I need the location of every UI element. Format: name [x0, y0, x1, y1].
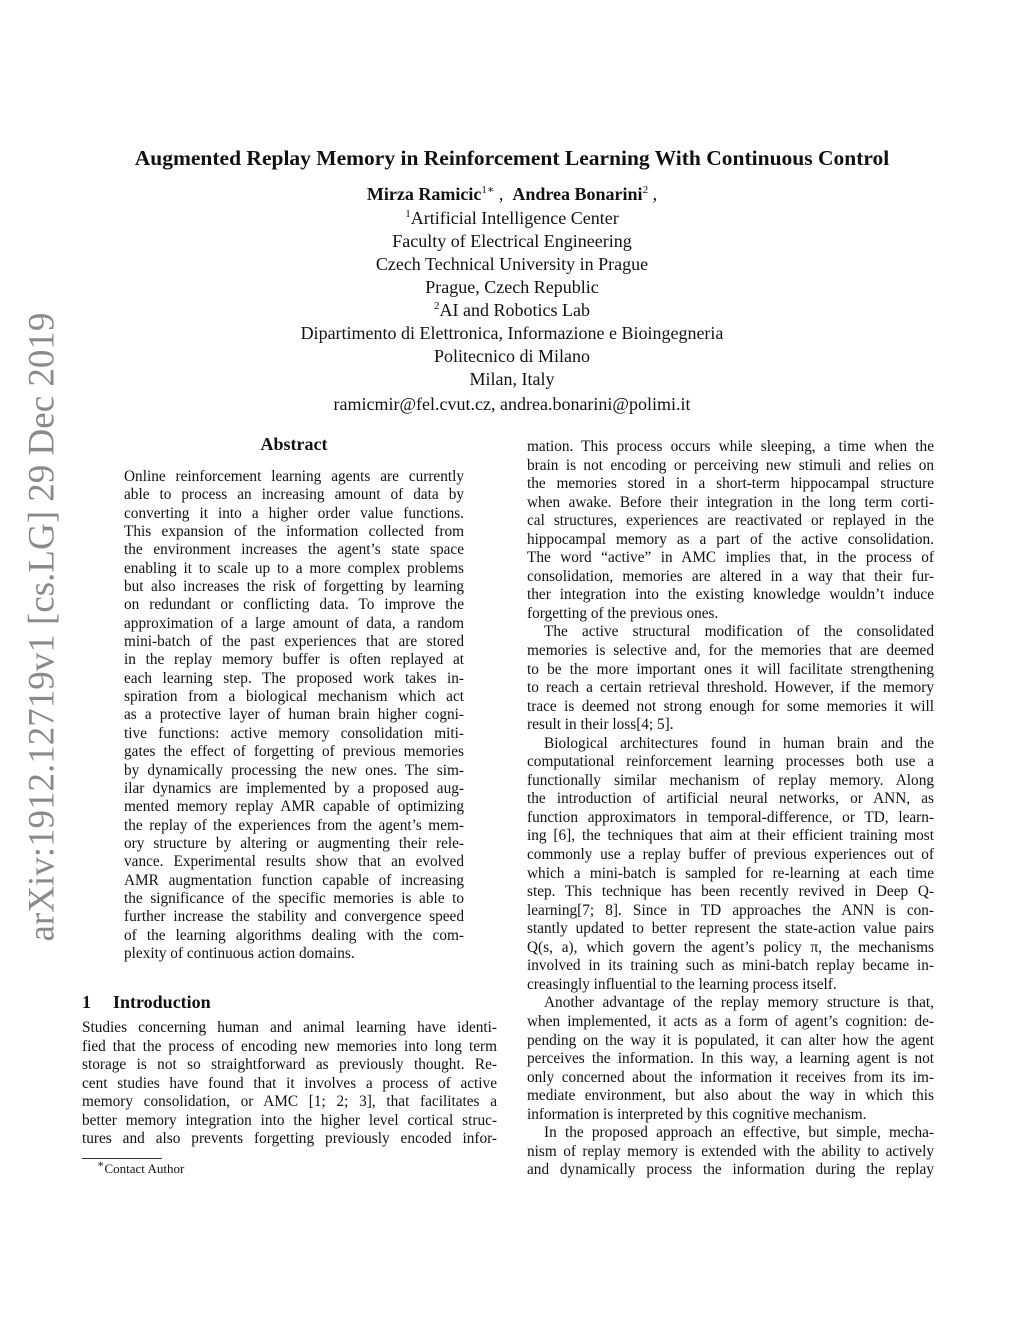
author-name: Mirza Ramicic: [366, 184, 482, 204]
author-affiliation-mark: 1∗: [481, 184, 495, 196]
text-line: forgetting of the previous ones.: [527, 604, 719, 622]
author-name: Andrea Bonarini: [512, 184, 643, 204]
text-line: The active structural modification of the consolidated: [544, 623, 934, 641]
text-line: ory structure by altering or augmenting their rele-: [124, 834, 464, 852]
section-title: Introduction: [113, 992, 211, 1012]
text-line: ing [6], the techniques that aim at their efficient training most: [527, 827, 934, 845]
text-line: step. This technique has been recently revived in Deep Q-: [527, 883, 934, 901]
text-line: function approximators in temporal-difference, or TD, learn-: [527, 808, 934, 826]
text-line: This expansion of the information collected from: [124, 523, 464, 541]
text-line: learning[7; 8]. Since in TD approaches the ANN is con-: [527, 901, 934, 919]
text-line: tive functions: active memory consolidation miti-: [124, 724, 464, 742]
affiliation-mark: 2: [434, 300, 440, 312]
affiliation-text: Prague, Czech Republic: [425, 277, 599, 297]
text-line: consolidation, memories are altered in a way that their fur-: [527, 567, 934, 585]
text-line: Another advantage of the replay memory structure is that,: [544, 994, 934, 1012]
text-line: approximation of a large amount of data, a random: [124, 614, 464, 632]
text-line: spiration from a biological mechanism which act: [124, 688, 464, 706]
text-line: ilar dynamics are implemented by a proposed aug-: [124, 779, 464, 797]
text-line: the introduction of artificial neural networks, or ANN, as: [527, 790, 934, 808]
author-emails: ramicmir@fel.cvut.cz, andrea.bonarini@polimi.it: [333, 394, 691, 414]
text-line: the memories stored in a short-term hippocampal structure: [527, 475, 934, 493]
text-line: information is interpreted by this cognitive mechanism.: [527, 1105, 867, 1123]
text-line: each learning step. The proposed work takes in-: [124, 669, 464, 687]
text-line: computational reinforcement learning processes both use a: [527, 753, 934, 771]
text-line: vance. Experimental results show that an evolved: [124, 853, 464, 871]
text-line: AMR augmentation function capable of increasing: [124, 871, 464, 889]
text-line: the replay of the experiences from the agent’s mem-: [124, 816, 464, 834]
text-line: able to process an increasing amount of data by: [124, 486, 464, 504]
text-line: gates the effect of forgetting of previous memories: [124, 743, 464, 761]
affiliation-text: Politecnico di Milano: [434, 346, 590, 366]
affiliation-mark: 1: [405, 208, 411, 220]
footnote-rule: [82, 1158, 162, 1159]
text-line: commonly use a replay buffer of previous experiences out of: [527, 846, 934, 864]
text-line: in the replay memory buffer is often replayed at: [124, 651, 464, 669]
text-line: to be the more important ones it will facilitate strengthening: [527, 660, 934, 678]
text-line: when awake. Before their integration in the long term corti-: [527, 493, 934, 511]
text-line: Biological architectures found in human brain and the: [544, 734, 934, 752]
text-line: when implemented, it acts as a form of agent’s cognition: de-: [527, 1012, 934, 1030]
text-line: In the proposed approach an effective, but simple, mecha-: [544, 1124, 934, 1142]
text-line: functionally similar mechanism of replay memory. Along: [527, 771, 934, 789]
text-line: but also increases the risk of forgetting by learning: [124, 578, 464, 596]
text-line: storage is not so straightforward as previously thought. Re-: [82, 1056, 497, 1073]
section-number: 1: [82, 992, 91, 1012]
affiliation-line: [0, 345, 1024, 368]
abstract-heading: Abstract: [260, 434, 328, 454]
introduction-body: [82, 1019, 497, 1149]
text-line: hippocampal memory as a part of the active consolidation.: [527, 530, 934, 548]
affiliation-line: [0, 207, 1024, 230]
text-line: mented memory replay AMR capable of optimizing: [124, 798, 464, 816]
affiliation-text: Czech Technical University in Prague: [375, 254, 649, 274]
text-line: Studies concerning human and animal learning have identi-: [82, 1019, 497, 1036]
right-column-body: [527, 438, 934, 1180]
text-line: stantly updated to better represent the state-action value pairs: [527, 920, 934, 938]
affiliations: [0, 207, 1024, 391]
affiliation-line: [0, 253, 1024, 276]
text-line: trace is deemed not strong enough for some memories it will: [527, 697, 934, 715]
text-line: mini-batch of the past experiences that are stored: [124, 633, 464, 651]
text-line: to reach a certain retrieval threshold. However, if the memory: [527, 679, 934, 697]
footnote: [97, 1158, 185, 1177]
text-line: only concerned about the information it receives from its im-: [527, 1068, 934, 1086]
author-list: Mirza Ramicic$^{1∗}$ , Andrea Bonarini$^2$ ,: [366, 184, 658, 204]
affiliation-line: [0, 276, 1024, 299]
text-line: which a mini-batch is sampled for re-learning at each time: [527, 864, 934, 882]
affiliation-line: [0, 299, 1024, 322]
text-line: cal structures, experiences are reactivated or replayed in the: [527, 512, 934, 530]
text-line: of the learning algorithms dealing with the com-: [124, 926, 464, 944]
text-line: memory consolidation, or AMC [1; 2; 3], that facilitates a: [82, 1093, 497, 1110]
abstract-body: [124, 468, 464, 963]
text-line: The word “active” in AMC implies that, in the process of: [527, 549, 934, 567]
text-line: result in their loss[4; 5].: [527, 716, 674, 734]
text-line: the environment increases the agent’s state space: [124, 541, 464, 559]
text-line: by dynamically processing the new ones. The sim-: [124, 761, 464, 779]
text-line: mation. This process occurs while sleeping, a time when the: [527, 438, 934, 455]
text-line: ther integration into the existing knowledge wouldn’t induce: [527, 586, 934, 604]
text-line: further increase the stability and convergence speed: [124, 908, 464, 926]
text-line: better memory integration into the higher level cortical struc-: [82, 1111, 497, 1129]
affiliation-text: Faculty of Electrical Engineering: [392, 231, 632, 251]
text-line: Q(s, a), which govern the agent’s policy π, the mechanisms: [527, 938, 934, 956]
footnote-mark: ∗: [97, 1158, 105, 1171]
affiliation-line: [0, 322, 1024, 345]
text-line: on redundant or conflicting data. To improve the: [124, 596, 464, 614]
text-line: brain is not encoding or perceiving new stimuli and relies on: [527, 456, 934, 474]
text-line: tures and also prevents forgetting previously encoded infor-: [82, 1130, 497, 1147]
footnote-text: Contact Author: [104, 1161, 185, 1176]
text-line: creasingly influential to the learning process itself.: [527, 975, 837, 993]
text-line: mediate environment, but also about the way in which this: [527, 1087, 934, 1105]
affiliation-line: [0, 230, 1024, 253]
text-line: Online reinforcement learning agents are currently: [124, 468, 464, 485]
arxiv-stamp: arXiv:1912.12719v1 [cs.LG] 29 Dec 2019: [21, 312, 63, 942]
text-line: cent studies have found that it involves a process of active: [82, 1074, 497, 1092]
text-line: nism of replay memory is extended with the ability to actively: [527, 1142, 934, 1160]
text-line: pending on the way it is populated, it can alter how the agent: [527, 1031, 934, 1049]
affiliation-text: AI and Robotics Lab: [439, 300, 590, 320]
text-line: fied that the process of encoding new memories into long term: [82, 1037, 497, 1055]
text-line: the significance of the specific memories is able to: [124, 889, 464, 907]
affiliation-text: Artificial Intelligence Center: [410, 208, 619, 228]
text-line: enabling it to scale up to a more complex problems: [124, 559, 464, 577]
text-line: involved in its training such as mini-batch replay became in-: [527, 957, 934, 975]
affiliation-line: [0, 368, 1024, 391]
text-line: and dynamically process the information during the replay: [527, 1161, 934, 1179]
paper-title: Augmented Replay Memory in Reinforcement Learning With Continuous Control: [134, 146, 890, 170]
text-line: perceives the information. In this way, a learning agent is not: [527, 1050, 934, 1068]
affiliation-text: Dipartimento di Elettronica, Informazione e Bioingegneria: [300, 323, 724, 343]
text-line: as a protective layer of human brain higher cogni-: [124, 706, 464, 724]
text-line: memories is selective and, for the memories that are deemed: [527, 642, 934, 660]
author-affiliation-mark: 2: [642, 184, 649, 196]
text-line: converting it into a higher order value functions.: [124, 504, 464, 522]
section-heading-introduction: [82, 992, 233, 1013]
affiliation-text: Milan, Italy: [469, 369, 555, 389]
text-line: plexity of continuous action domains.: [124, 944, 355, 962]
